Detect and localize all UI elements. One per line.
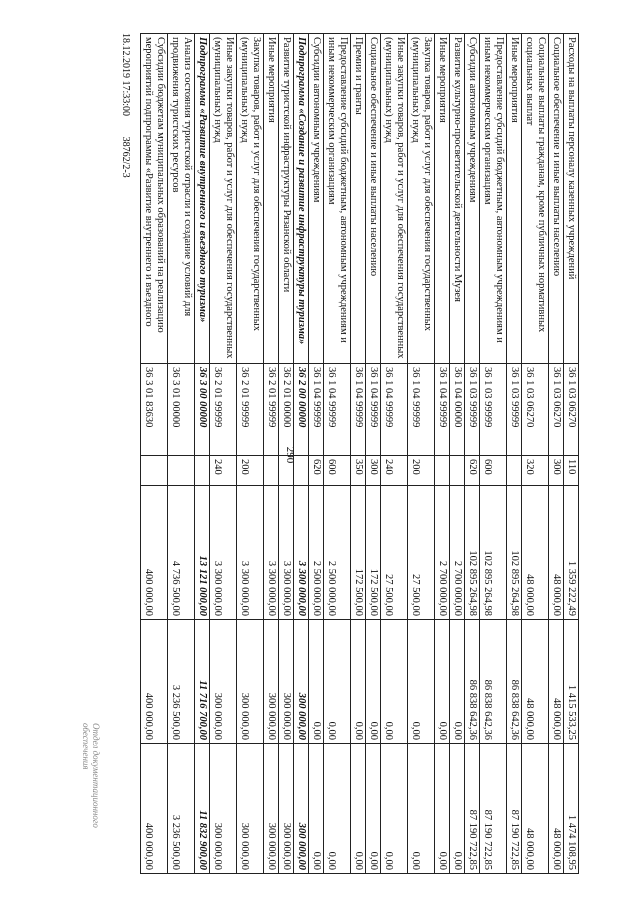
row-name-cell: Премии и гранты: [351, 34, 366, 364]
row-name-cell: Развитие культурно-просветительской деятельности Музея: [450, 34, 465, 364]
row-value-2020-cell: 4 736 500,00: [168, 486, 195, 620]
footer-date: 18.12.2019 17:33:00: [120, 33, 131, 117]
row-vr-cell: [168, 456, 195, 486]
rotated-page: [79, 33, 579, 873]
row-code-cell: 36 1 03 99999: [480, 364, 507, 456]
row-value-2022-cell: 48 000,00: [549, 744, 564, 874]
row-value-2022-cell: 87 190 722,85: [480, 744, 507, 874]
table-row: [381, 34, 408, 874]
row-name-cell: Иные мероприятия: [264, 34, 279, 364]
row-value-2022-cell: 300 000,00: [264, 744, 279, 874]
row-code-cell: 36 2 01 00000: [279, 364, 294, 456]
row-value-2020-cell: 48 000,00: [522, 486, 549, 620]
row-code-cell: 36 2 01 99999: [237, 364, 264, 456]
table-row: [564, 34, 579, 874]
row-value-2022-cell: 1 474 108,95: [564, 744, 579, 874]
row-code-cell: 36 1 04 99999: [351, 364, 366, 456]
table-row: [366, 34, 381, 874]
row-value-2021-cell: 300 000,00: [210, 620, 237, 744]
row-value-2020-cell: 400 000,00: [141, 486, 168, 620]
row-value-2022-cell: 0,00: [435, 744, 450, 874]
table-row: [408, 34, 435, 874]
row-value-2021-cell: 1 415 533,25: [564, 620, 579, 744]
row-name-cell: Социальное обеспечение и иные выплаты населению: [366, 34, 381, 364]
table-row: [237, 34, 264, 874]
row-value-2021-cell: 48 000,00: [522, 620, 549, 744]
row-vr-cell: [435, 456, 450, 486]
budget-table: [140, 33, 579, 874]
row-name-cell: Закупка товаров, работ и услуг для обеспечения государственных (муниципальных) нужд: [237, 34, 264, 364]
row-code-cell: 36 2 01 99999: [264, 364, 279, 456]
row-code-cell: 36 2 01 99999: [210, 364, 237, 456]
row-value-2020-cell: 3 300 000,00: [210, 486, 237, 620]
row-name-cell: Социальные выплаты гражданам, кроме публичных нормативных социальных выплат: [522, 34, 549, 364]
row-vr-cell: 300: [549, 456, 564, 486]
row-vr-cell: 240: [210, 456, 237, 486]
row-value-2020-cell: 2 700 000,00: [435, 486, 450, 620]
row-value-2021-cell: 0,00: [351, 620, 366, 744]
row-vr-cell: 240: [381, 456, 408, 486]
row-value-2022-cell: 300 000,00: [210, 744, 237, 874]
row-value-2020-cell: 102 895 264,98: [507, 486, 522, 620]
row-value-2021-cell: 3 236 500,00: [168, 620, 195, 744]
row-value-2021-cell: 0,00: [435, 620, 450, 744]
row-name-cell: Развитие туристской инфраструктуры Рязанской области: [279, 34, 294, 364]
row-code-cell: 36 1 03 06270: [522, 364, 549, 456]
table-row: [351, 34, 366, 874]
row-name-cell: Иные закупки товаров, работ и услуг для обеспечения государственных (муниципальных) нужд: [381, 34, 408, 364]
row-value-2021-cell: 48 000,00: [549, 620, 564, 744]
row-name-cell: Иные мероприятия: [507, 34, 522, 364]
table-row: [465, 34, 480, 874]
table-row: [507, 34, 522, 874]
row-vr-cell: 200: [408, 456, 435, 486]
row-vr-cell: 200: [237, 456, 264, 486]
row-value-2020-cell: 2 500 000,00: [309, 486, 324, 620]
row-value-2022-cell: 0,00: [381, 744, 408, 874]
table-row: [168, 34, 195, 874]
row-name-cell: Подпрограмма «Создание и развитие инфраструктуры туризма»: [294, 34, 309, 364]
table-row: [309, 34, 324, 874]
table-row: [210, 34, 237, 874]
row-vr-cell: 600: [480, 456, 507, 486]
budget-table-body: [141, 34, 579, 874]
row-value-2022-cell: 0,00: [450, 744, 465, 874]
row-value-2021-cell: 400 000,00: [141, 620, 168, 744]
row-value-2022-cell: 0,00: [408, 744, 435, 874]
row-code-cell: 36 1 04 99999: [381, 364, 408, 456]
row-value-2022-cell: 0,00: [324, 744, 351, 874]
row-name-cell: Субсидии автономным учреждениям: [309, 34, 324, 364]
row-value-2022-cell: 300 000,00: [294, 744, 309, 874]
table-row: [435, 34, 450, 874]
office-stamp: Отдел документационного обеспечения: [81, 723, 101, 828]
row-value-2021-cell: 300 000,00: [237, 620, 264, 744]
row-value-2021-cell: 86 838 642,36: [507, 620, 522, 744]
table-row: [195, 34, 210, 874]
row-value-2020-cell: 13 121 000,00: [195, 486, 210, 620]
row-vr-cell: 620: [309, 456, 324, 486]
row-value-2020-cell: 172 500,00: [366, 486, 381, 620]
table-row: [324, 34, 351, 874]
row-value-2022-cell: 87 190 722,85: [507, 744, 522, 874]
row-code-cell: 36 1 04 99999: [435, 364, 450, 456]
row-value-2021-cell: 300 000,00: [279, 620, 294, 744]
row-name-cell: Иные мероприятия: [435, 34, 450, 364]
row-value-2022-cell: 0,00: [351, 744, 366, 874]
row-name-cell: Расходы на выплаты персоналу казенных учреждений: [564, 34, 579, 364]
row-value-2020-cell: 27 500,00: [408, 486, 435, 620]
row-name-cell: Социальное обеспечение и иные выплаты населению: [549, 34, 564, 364]
row-value-2020-cell: 1 359 222,49: [564, 486, 579, 620]
table-row: [480, 34, 507, 874]
row-name-cell: Субсидии автономным учреждениям: [465, 34, 480, 364]
row-value-2021-cell: 86 838 642,36: [465, 620, 480, 744]
row-value-2021-cell: 0,00: [309, 620, 324, 744]
row-vr-cell: 350: [351, 456, 366, 486]
row-value-2022-cell: 300 000,00: [279, 744, 294, 874]
row-value-2022-cell: 3 236 500,00: [168, 744, 195, 874]
row-code-cell: 36 1 03 06270: [549, 364, 564, 456]
row-code-cell: 36 1 04 99999: [408, 364, 435, 456]
row-value-2020-cell: 3 300 000,00: [294, 486, 309, 620]
row-value-2021-cell: 0,00: [381, 620, 408, 744]
row-value-2020-cell: 3 300 000,00: [279, 486, 294, 620]
row-vr-cell: [264, 456, 279, 486]
table-row: [141, 34, 168, 874]
row-code-cell: 36 3 00 00000: [195, 364, 210, 456]
footer-doc-id: 38762/2-3: [120, 136, 131, 178]
row-value-2022-cell: 300 000,00: [237, 744, 264, 874]
row-vr-cell: [195, 456, 210, 486]
row-vr-cell: [294, 456, 309, 486]
row-vr-cell: [507, 456, 522, 486]
row-value-2021-cell: 0,00: [324, 620, 351, 744]
row-value-2020-cell: 2 700 000,00: [450, 486, 465, 620]
row-value-2020-cell: 48 000,00: [549, 486, 564, 620]
row-name-cell: Подпрограмма «Развитие внутреннего и въездного туризма»: [195, 34, 210, 364]
row-value-2022-cell: 0,00: [309, 744, 324, 874]
table-row: [450, 34, 465, 874]
row-name-cell: Закупка товаров, работ и услуг для обеспечения государственных (муниципальных) нужд: [408, 34, 435, 364]
row-value-2020-cell: 3 300 000,00: [264, 486, 279, 620]
row-vr-cell: [141, 456, 168, 486]
row-code-cell: 36 1 03 99999: [507, 364, 522, 456]
table-row: [294, 34, 309, 874]
row-vr-cell: 110: [564, 456, 579, 486]
row-value-2020-cell: 3 300 000,00: [237, 486, 264, 620]
row-value-2020-cell: 102 895 264,98: [480, 486, 507, 620]
row-code-cell: 36 1 04 99999: [324, 364, 351, 456]
row-code-cell: 36 1 04 00000: [450, 364, 465, 456]
page-number: 290: [284, 446, 296, 464]
row-value-2022-cell: 400 000,00: [141, 744, 168, 874]
table-row: [549, 34, 564, 874]
row-value-2021-cell: 300 000,00: [264, 620, 279, 744]
row-value-2021-cell: 0,00: [408, 620, 435, 744]
row-vr-cell: 320: [522, 456, 549, 486]
row-value-2022-cell: 0,00: [366, 744, 381, 874]
row-value-2020-cell: 2 500 000,00: [324, 486, 351, 620]
row-value-2021-cell: 0,00: [366, 620, 381, 744]
row-name-cell: Субсидии бюджетам муниципальных образований на реализацию мероприятий подпрограммы «Развитие внутреннего и въездного: [141, 34, 168, 364]
row-value-2020-cell: 102 895 264,98: [465, 486, 480, 620]
row-name-cell: Иные закупки товаров, работ и услуг для обеспечения государственных (муниципальных) нужд: [210, 34, 237, 364]
row-vr-cell: [450, 456, 465, 486]
row-value-2021-cell: 86 838 642,36: [480, 620, 507, 744]
row-name-cell: Предоставление субсидий бюджетным, автономным учреждениям и иным некоммерческим организациям: [480, 34, 507, 364]
row-name-cell: Предоставление субсидий бюджетным, автономным учреждениям и иным некоммерческим организациям: [324, 34, 351, 364]
row-code-cell: 36 2 00 00000: [294, 364, 309, 456]
table-row: [522, 34, 549, 874]
row-value-2022-cell: 87 190 722,85: [465, 744, 480, 874]
row-vr-cell: 600: [324, 456, 351, 486]
row-vr-cell: [279, 456, 294, 486]
row-name-cell: Анализ состояния туристской отрасли и создание условий для продвижения туристских ресурсов: [168, 34, 195, 364]
row-value-2020-cell: 27 500,00: [381, 486, 408, 620]
row-code-cell: 36 1 03 99999: [465, 364, 480, 456]
row-value-2020-cell: 172 500,00: [351, 486, 366, 620]
row-value-2022-cell: 48 000,00: [522, 744, 549, 874]
row-code-cell: 36 1 04 99999: [366, 364, 381, 456]
table-row: [264, 34, 279, 874]
document-footer: [120, 33, 131, 196]
row-code-cell: 36 3 01 00000: [168, 364, 195, 456]
row-code-cell: 36 1 03 06270: [564, 364, 579, 456]
row-value-2022-cell: 11 832 900,00: [195, 744, 210, 874]
row-code-cell: 36 1 04 99999: [309, 364, 324, 456]
row-code-cell: 36 3 01 83630: [141, 364, 168, 456]
row-vr-cell: 300: [366, 456, 381, 486]
table-row: [279, 34, 294, 874]
row-value-2021-cell: 0,00: [450, 620, 465, 744]
row-value-2021-cell: 300 000,00: [294, 620, 309, 744]
row-vr-cell: 620: [465, 456, 480, 486]
row-value-2021-cell: 11 716 700,00: [195, 620, 210, 744]
